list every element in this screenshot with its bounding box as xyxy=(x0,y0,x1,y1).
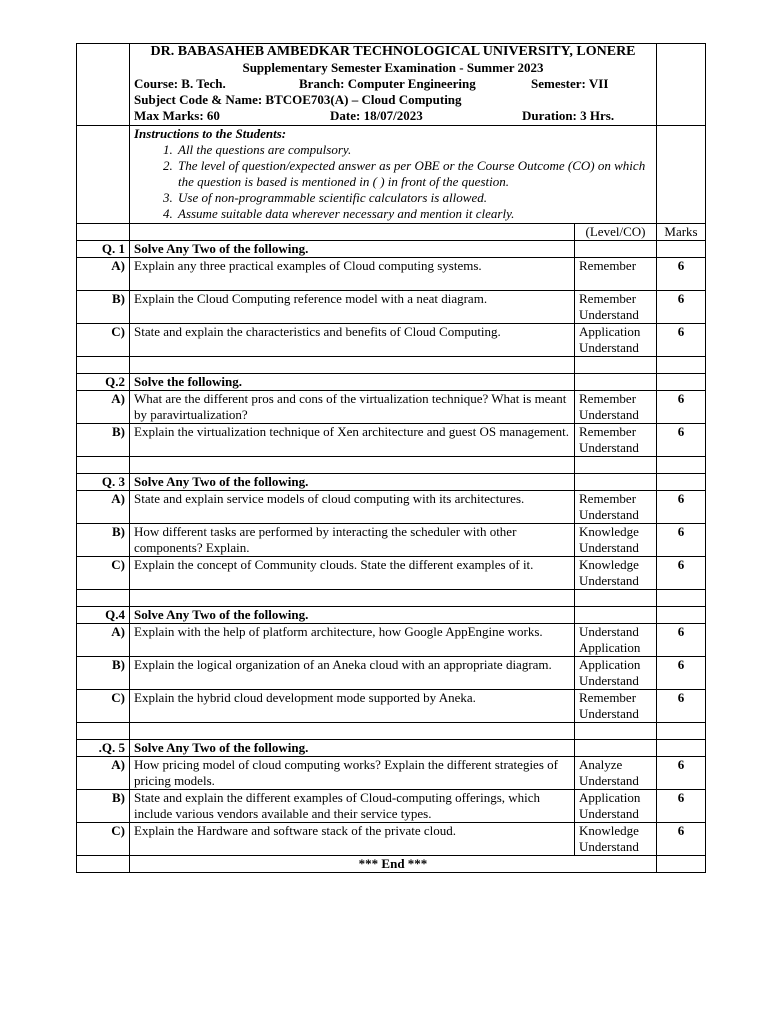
part-level xyxy=(575,324,657,357)
empty-cell xyxy=(575,723,657,740)
exam-date: Date: 18/07/2023 xyxy=(330,108,423,123)
part-text: State and explain the different examples of Cloud-computing offerings, which include various vendors available and their service types. xyxy=(130,790,575,823)
empty-cell xyxy=(657,241,706,258)
part-marks: 6 xyxy=(657,757,706,790)
empty-cell xyxy=(77,357,130,374)
empty-cell xyxy=(575,740,657,757)
question-paper-table xyxy=(76,43,706,873)
marks-column-header: Marks xyxy=(657,224,706,241)
part-text: Explain the concept of Community clouds. State the different examples of it. xyxy=(130,557,575,590)
part-text: State and explain service models of cloud computing with its architectures. xyxy=(130,491,575,524)
column-header-row xyxy=(77,224,706,241)
question-title: Solve the following. xyxy=(130,374,575,391)
end-marker: *** End *** xyxy=(130,856,657,873)
part-level xyxy=(575,757,657,790)
empty-cell xyxy=(657,723,706,740)
semester: Semester: VII xyxy=(531,76,609,91)
part-text: How pricing model of cloud computing works? Explain the different strategies of pricing models. xyxy=(130,757,575,790)
part-label: A) xyxy=(77,491,130,524)
level-primary: Application xyxy=(579,790,641,805)
question-title: Solve Any Two of the following. xyxy=(130,740,575,757)
question-part-row xyxy=(77,324,706,357)
level-secondary: Understand xyxy=(579,573,639,588)
instruction-item: 3. Use of non-programmable scientific calculators is allowed. xyxy=(176,190,652,206)
question-paper xyxy=(76,43,705,873)
part-level xyxy=(575,424,657,457)
spacer-row xyxy=(77,457,706,474)
level-primary: Remember xyxy=(579,491,637,506)
question-number: Q.4 xyxy=(77,607,130,624)
part-label: C) xyxy=(77,324,130,357)
part-text: Explain the logical organization of an Aneka cloud with an appropriate diagram. xyxy=(130,657,575,690)
part-label: A) xyxy=(77,624,130,657)
empty-cell xyxy=(575,474,657,491)
level-primary: Analyze xyxy=(579,757,623,772)
level-primary: Knowledge xyxy=(579,557,639,572)
footer-row xyxy=(77,856,706,873)
part-level xyxy=(575,524,657,557)
part-marks: 6 xyxy=(657,424,706,457)
part-label: B) xyxy=(77,790,130,823)
header-row xyxy=(77,44,706,126)
level-secondary: Understand xyxy=(579,540,639,555)
empty-cell xyxy=(657,474,706,491)
question-title-row xyxy=(77,607,706,624)
instructions-title: Instructions to the Students: xyxy=(134,126,287,141)
empty-cell xyxy=(130,723,575,740)
part-marks: 6 xyxy=(657,524,706,557)
level-secondary: Application xyxy=(579,640,641,655)
part-text: Explain the Hardware and software stack of the private cloud. xyxy=(130,823,575,856)
spacer-row xyxy=(77,357,706,374)
level-secondary: Understand xyxy=(579,806,639,821)
level-secondary: Understand xyxy=(579,706,639,721)
level-primary: Application xyxy=(579,324,641,339)
empty-cell xyxy=(130,357,575,374)
part-text: Explain the hybrid cloud development mode supported by Aneka. xyxy=(130,690,575,723)
part-text: How different tasks are performed by interacting the scheduler with other components? Explain. xyxy=(130,524,575,557)
exam-title: Supplementary Semester Examination - Summer 2023 xyxy=(242,60,544,75)
question-part-row xyxy=(77,491,706,524)
instructions-list xyxy=(134,142,652,222)
question-number: Q.2 xyxy=(77,374,130,391)
level-primary: Remember xyxy=(579,690,637,705)
question-part-row xyxy=(77,657,706,690)
part-level xyxy=(575,624,657,657)
marks-line xyxy=(134,108,652,124)
question-part-row xyxy=(77,424,706,457)
level-secondary: Understand xyxy=(579,507,639,522)
branch: Branch: Computer Engineering xyxy=(299,76,476,91)
question-number: Q. 3 xyxy=(77,474,130,491)
instructions-row xyxy=(77,126,706,224)
level-primary: Understand xyxy=(579,624,639,639)
question-title: Solve Any Two of the following. xyxy=(130,241,575,258)
question-part-row xyxy=(77,690,706,723)
spacer-row xyxy=(77,590,706,607)
empty-cell xyxy=(575,241,657,258)
question-part-row xyxy=(77,391,706,424)
part-level xyxy=(575,391,657,424)
part-label: A) xyxy=(77,757,130,790)
empty-cell xyxy=(657,457,706,474)
part-level xyxy=(575,790,657,823)
question-part-row xyxy=(77,757,706,790)
part-label: B) xyxy=(77,524,130,557)
empty-cell xyxy=(575,374,657,391)
part-marks: 6 xyxy=(657,657,706,690)
part-label: A) xyxy=(77,258,130,291)
part-text: State and explain the characteristics and benefits of Cloud Computing. xyxy=(130,324,575,357)
question-part-row xyxy=(77,624,706,657)
question-number: Q. 1 xyxy=(77,241,130,258)
empty-cell xyxy=(575,607,657,624)
question-number: .Q. 5 xyxy=(77,740,130,757)
part-label: B) xyxy=(77,291,130,324)
part-text: What are the different pros and cons of the virtualization technique? What is meant by paravirtualization? xyxy=(130,391,575,424)
duration: Duration: 3 Hrs. xyxy=(522,108,615,123)
empty-cell xyxy=(77,590,130,607)
instructions-cell xyxy=(130,126,657,224)
instruction-item: 4. Assume suitable data wherever necessary and mention it clearly. xyxy=(176,206,652,222)
instruction-item: 2. The level of question/expected answer as per OBE or the Course Outcome (CO) on which the question is based is mentioned in ( ) in front of the question. xyxy=(176,158,652,190)
question-part-row xyxy=(77,790,706,823)
question-part-row xyxy=(77,524,706,557)
question-part-row xyxy=(77,291,706,324)
level-primary: Knowledge xyxy=(579,524,639,539)
question-title-row xyxy=(77,740,706,757)
instruction-item: 1. All the questions are compulsory. xyxy=(176,142,652,158)
part-level xyxy=(575,258,657,291)
empty-cell xyxy=(657,607,706,624)
part-marks: 6 xyxy=(657,324,706,357)
level-primary: Knowledge xyxy=(579,823,639,838)
course: Course: B. Tech. xyxy=(134,76,226,91)
level-secondary: Understand xyxy=(579,773,639,788)
part-marks: 6 xyxy=(657,258,706,291)
header-cell xyxy=(130,44,657,126)
question-title-row xyxy=(77,374,706,391)
part-level xyxy=(575,557,657,590)
level-primary: Remember xyxy=(579,424,637,439)
empty-cell xyxy=(77,723,130,740)
part-text: Explain the virtualization technique of Xen architecture and guest OS management. xyxy=(130,424,575,457)
part-text: Explain with the help of platform architecture, how Google AppEngine works. xyxy=(130,624,575,657)
level-secondary: Understand xyxy=(579,307,639,322)
part-marks: 6 xyxy=(657,491,706,524)
level-secondary: Understand xyxy=(579,340,639,355)
empty-cell xyxy=(130,457,575,474)
level-secondary: Understand xyxy=(579,440,639,455)
level-secondary: Understand xyxy=(579,839,639,854)
part-level xyxy=(575,657,657,690)
course-line xyxy=(134,76,652,92)
part-marks: 6 xyxy=(657,624,706,657)
subject: Subject Code & Name: BTCOE703(A) – Cloud Computing xyxy=(134,92,462,107)
level-primary: Remember xyxy=(579,291,637,306)
part-label: C) xyxy=(77,690,130,723)
part-level xyxy=(575,491,657,524)
part-label: B) xyxy=(77,424,130,457)
max-marks: Max Marks: 60 xyxy=(134,108,220,123)
part-level xyxy=(575,690,657,723)
question-title-row xyxy=(77,241,706,258)
part-level xyxy=(575,291,657,324)
level-primary: Remember xyxy=(579,258,637,273)
level-secondary: Understand xyxy=(579,407,639,422)
empty-cell xyxy=(657,740,706,757)
empty-cell xyxy=(657,590,706,607)
empty-cell xyxy=(130,590,575,607)
part-label: C) xyxy=(77,557,130,590)
empty-cell xyxy=(575,457,657,474)
empty-cell xyxy=(657,357,706,374)
question-title: Solve Any Two of the following. xyxy=(130,607,575,624)
part-label: C) xyxy=(77,823,130,856)
question-part-row xyxy=(77,557,706,590)
question-title: Solve Any Two of the following. xyxy=(130,474,575,491)
spacer-row xyxy=(77,723,706,740)
question-part-row xyxy=(77,258,706,291)
part-level xyxy=(575,823,657,856)
level-column-header: (Level/CO) xyxy=(575,224,657,241)
part-marks: 6 xyxy=(657,823,706,856)
part-marks: 6 xyxy=(657,790,706,823)
empty-cell xyxy=(657,374,706,391)
part-marks: 6 xyxy=(657,391,706,424)
question-title-row xyxy=(77,474,706,491)
part-marks: 6 xyxy=(657,557,706,590)
part-label: B) xyxy=(77,657,130,690)
part-label: A) xyxy=(77,391,130,424)
level-secondary: Understand xyxy=(579,673,639,688)
part-marks: 6 xyxy=(657,690,706,723)
empty-cell xyxy=(575,590,657,607)
level-primary: Remember xyxy=(579,391,637,406)
level-primary: Application xyxy=(579,657,641,672)
part-marks: 6 xyxy=(657,291,706,324)
empty-cell xyxy=(575,357,657,374)
university-name: DR. BABASAHEB AMBEDKAR TECHNOLOGICAL UNIVERSITY, LONERE xyxy=(150,44,636,59)
question-part-row xyxy=(77,823,706,856)
part-text: Explain any three practical examples of Cloud computing systems. xyxy=(130,258,575,291)
empty-cell xyxy=(77,457,130,474)
part-text: Explain the Cloud Computing reference model with a neat diagram. xyxy=(130,291,575,324)
